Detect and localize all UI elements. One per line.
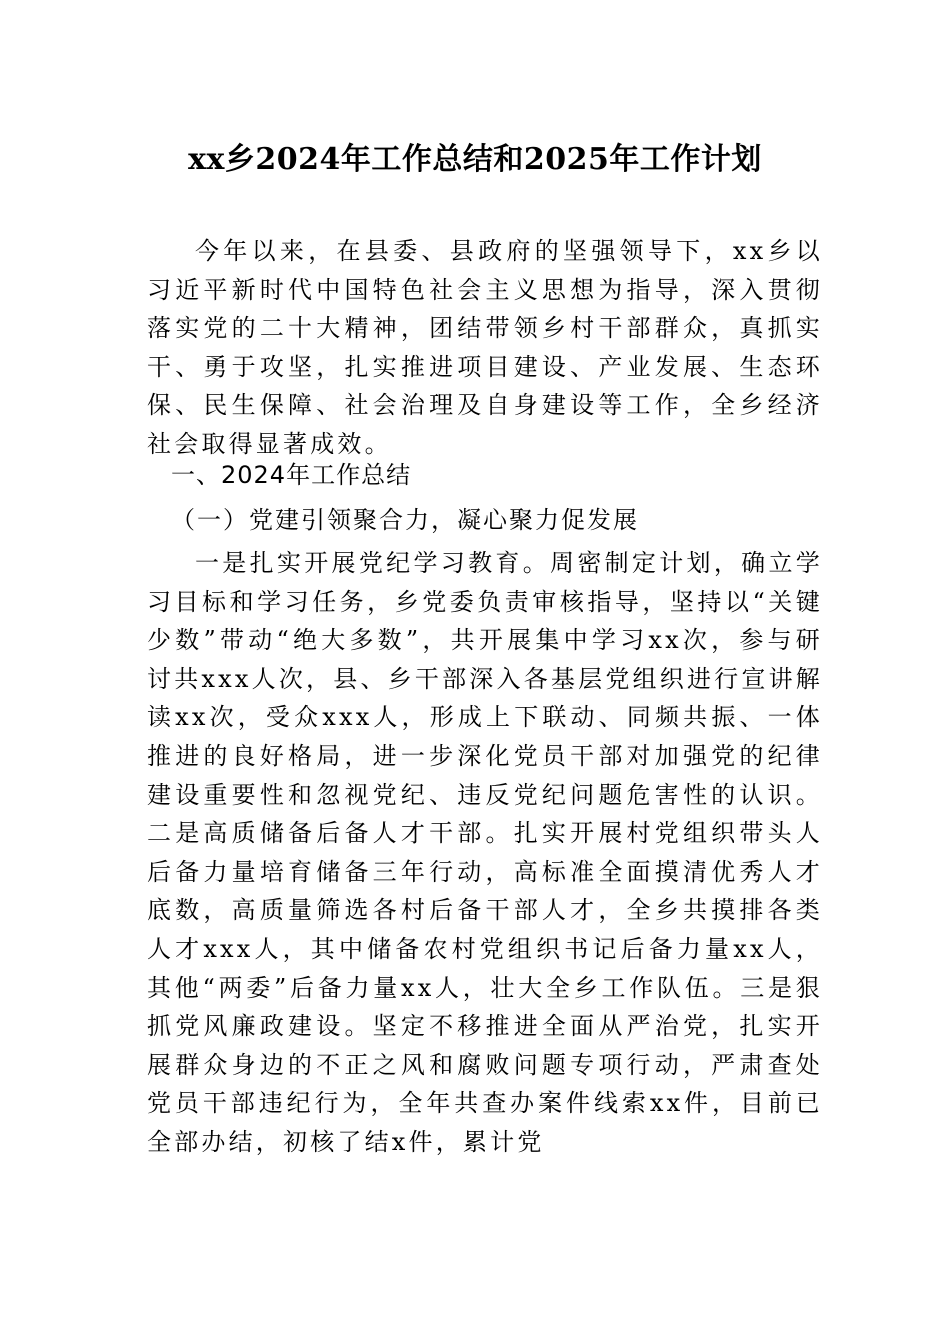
document-title: xx乡2024年工作总结和2025年工作计划	[188, 142, 762, 177]
section-heading: 一、2024年工作总结	[171, 461, 412, 489]
intro-paragraph: 今年以来，在县委、县政府的坚强领导下，xx乡以习近平新时代中国特色社会主义思想为指导，深入贯彻落实党的二十大精神，团结带领乡村干部群众，真抓实干、勇于攻坚，扎实推进项目建设、产业发展、生态环保、民生保障、社会治理及自身建设等工作，全乡经济社会取得显著成效。	[147, 237, 823, 458]
subsection-heading: （一）党建引领聚合力，凝心聚力促发展	[171, 506, 639, 534]
body-paragraph: 一是扎实开展党纪学习教育。周密制定计划，确立学习目标和学习任务，乡党委负责审核指导，坚持以“关键少数”带动“绝大多数”，共开展集中学习xx次，参与研讨共xxx人次，县、乡干部深入各基层党组织进行宣讲解读xx次，受众xxx人，形成上下联动、同频共振、一体推进的良好格局，进一步深化党员干部对加强党的纪律建设重要性和忽视党纪、违反党纪问题危害性的认识。二是高质储备后备人才干部。扎实开展村党组织带头人后备力量培育储备三年行动，高标准全面摸清优秀人才底数，高质量筛选各村后备干部人才，全乡共摸排各类人才xxx人，其中储备农村党组织书记后备力量xx人，其他“两委”后备力量xx人，壮大全乡工作队伍。三是狠抓党风廉政建设。坚定不移推进全面从严治党，扎实开展群众身边的不正之风和腐败问题专项行动，严肃查处党员干部违纪行为，全年共查办案件线索xx件，目前已全部办结，初核了结x件，累计党	[147, 549, 823, 1156]
